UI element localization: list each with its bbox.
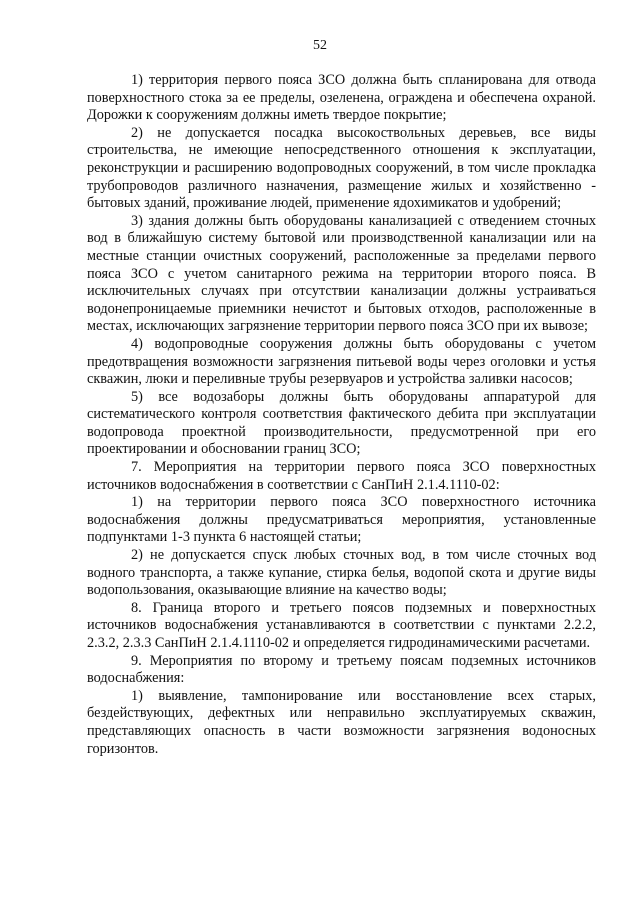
- paragraph-9-1: 1) выявление, тампонирование или восстановление всех старых, бездействующих, дефектных или неправильно эксплуатируемых скважин, представляющих опасность в части возможности загрязнения водоносных горизонтов.: [87, 687, 596, 757]
- paragraph-1-2: 2) не допускается посадка высокоствольных деревьев, все виды строительства, не имеющие непосредственного отношения к эксплуатации, реконструкции и расширению водопроводных сооружений, в том числе прокладка трубопроводов различного назначения, размещение жилых и хозяйственно - бытовых зданий, проживание людей, применение ядохимикатов и удобрений;: [87, 124, 596, 212]
- paragraph-1-3: 3) здания должны быть оборудованы канализацией с отведением сточных вод в ближайшую систему бытовой или производственной канализации или на местные станции очистных сооружений, расположенные за пределами первого пояса ЗСО с учетом санитарного режима на территории второго пояса. В исключительных случаях при отсутствии канализации должны устраиваться водонепроницаемые приемники нечистот и бытовых отходов, расположенные в местах, исключающих загрязнение территории первого пояса ЗСО при их вывозе;: [87, 212, 596, 335]
- paragraph-7: 7. Мероприятия на территории первого пояса ЗСО поверхностных источников водоснабжения в соответствии с СанПиН 2.1.4.1110-02:: [87, 459, 596, 493]
- paragraph-1-4: 4) водопроводные сооружения должны быть оборудованы с учетом предотвращения возможности загрязнения питьевой воды через оголовки и устья скважин, люки и переливные трубы резервуаров и устройства заливки насосов;: [87, 335, 596, 388]
- paragraph-8: 8. Граница второго и третьего поясов подземных и поверхностных источников водоснабжения устанавливаются в соответствии с пунктами 2.2.2, 2.3.2, 2.3.3 СанПиН 2.1.4.1110-02 и определяется гидродинамическими расчетами.: [87, 599, 596, 651]
- paragraph-7-2: 2) не допускается спуск любых сточных вод, в том числе сточных вод водного транспорта, а также купание, стирка белья, водопой скота и другие виды водопользования, оказывающие влияние на качество воды;: [87, 547, 596, 599]
- paragraph-1-5: 5) все водозаборы должны быть оборудованы аппаратурой для систематического контроля соответствия фактического дебита при эксплуатации водопровода проектной производительности, предусмотренной при его проектировании и обосновании границ ЗСО;: [87, 388, 596, 458]
- page-number: 52: [313, 38, 327, 53]
- paragraph-1-1: 1) территория первого пояса ЗСО должна быть спланирована для отвода поверхностного стока за ее пределы, озеленена, ограждена и обеспечена охраной. Дорожки к сооружениям должны иметь твердое покрытие;: [87, 72, 596, 124]
- paragraph-7-1: 1) на территории первого пояса ЗСО поверхностного источника водоснабжения должны предусматриваться мероприятия, установленные подпунктами 1-3 пункта 6 настоящей статьи;: [87, 494, 596, 546]
- document-body: [87, 72, 596, 758]
- paragraph-9: 9. Мероприятия по второму и третьему поясам подземных источников водоснабжения:: [87, 652, 596, 687]
